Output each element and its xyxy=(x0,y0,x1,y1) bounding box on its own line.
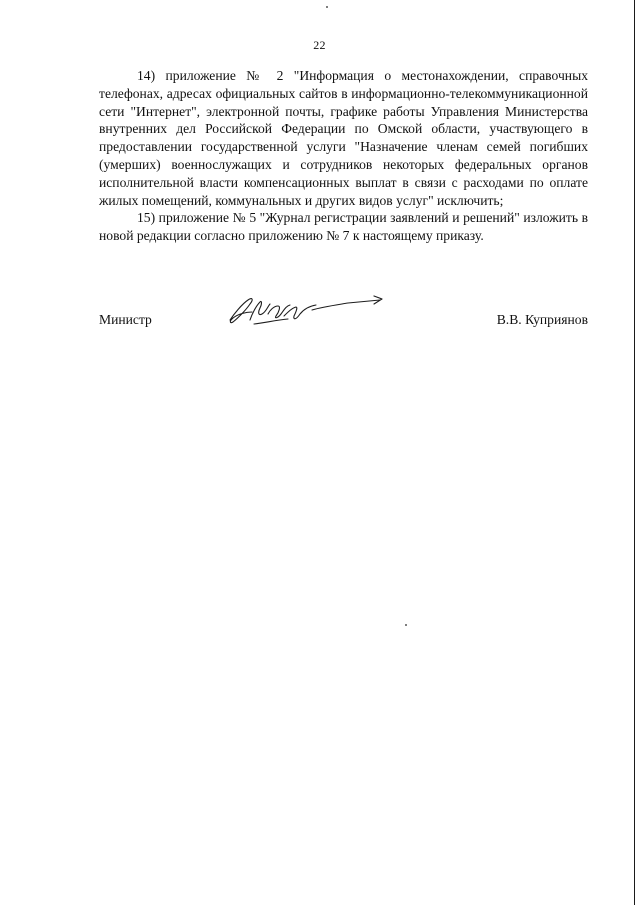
paragraph-item-15: 15) приложение № 5 "Журнал регистрации заявлений и решений" изложить в новой редакции согласно приложению № 7 к настоящему приказу. xyxy=(99,210,588,244)
page-edge-line xyxy=(634,0,635,905)
paragraph-item-14: 14) приложение № 2 "Информация о местонахождении, справочных телефонах, адресах официальных сайтов в информационно-телекоммуникационной сети "Интернет", электронной почты, графике работы Управления Министерства внутренних дел Российской Федерации по Омской области, участвующего в предоставлении государственной услуги "Назначение членам семей погибших (умерших) военнослужащих и сотрудников некоторых федеральных органов исполнительной власти компенсационных выплат в связи с расходами по оплате жилых помещений, коммунальных и других видов услуг" исключить; xyxy=(99,68,588,208)
signatory-role: Министр xyxy=(99,312,152,327)
scan-speck xyxy=(405,624,407,626)
scan-speck xyxy=(326,6,328,8)
document-body xyxy=(99,67,588,245)
signatory-name: В.В. Куприянов xyxy=(496,312,588,327)
handwritten-signature xyxy=(224,290,384,330)
page-number: 22 xyxy=(313,38,326,52)
